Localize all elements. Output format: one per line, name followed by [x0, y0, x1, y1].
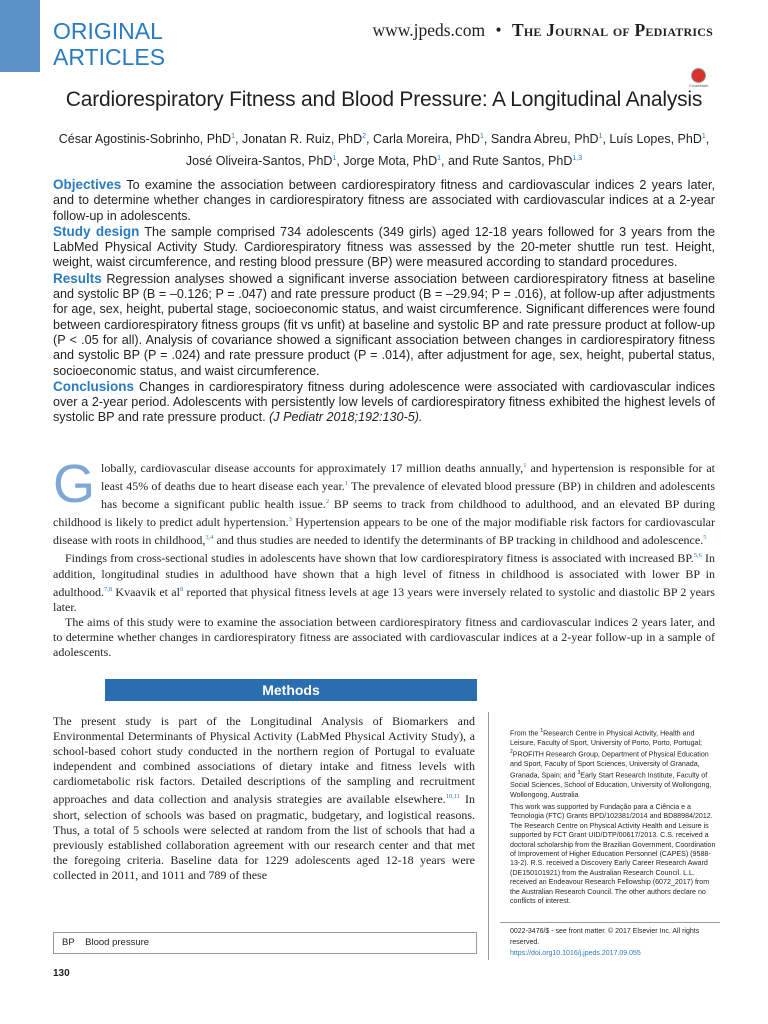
ref-link[interactable]: 1 [344, 480, 349, 488]
journal-name: The Journal of Pediatrics [511, 20, 713, 40]
intro-paragraph: Globally, cardiovascular disease accounts for approximately 17 million deaths annually,$^1$ and hypertension is responsible for at least 45% of deaths due to heart disease each year.$^1$ The prevalence of elevated blood pressure (BP) in children and adolescents has become a significant public health issue.$^2$ BP seems to track from childhood to adulthood, and an elevated BP during childhood is likely to predict adult hypertension.$^3$ Hypertension appears to be one of the major modifiable risk factors for cardiovascular disease with roots in childhood,$^{3,4}$ and thus studies are needed to identify the determinants of BP tracking in childhood and adolescence.$^5$ [53, 454, 715, 548]
column-divider [488, 712, 489, 960]
abbreviations-box [53, 932, 477, 954]
article-title: Cardiorespiratory Fitness and Blood Pressure: A Longitudinal Analysis [65, 88, 703, 111]
citation: (J Pediatr 2018;192:130-5). [269, 410, 423, 425]
section-label-line2: ARTICLES [53, 44, 166, 70]
journal-header [372, 20, 713, 41]
abstract-study-design: Study design The sample comprised 734 adolescents (349 girls) aged 12-18 years followed for 3 years from the LabMed Physical Activity Study. Cardiorespiratory fitness was assessed by the 20-meter shuttle run test. Height, weight, waist circumference, and resting blood pressure (BP) were measured according to standard procedures. [53, 223, 715, 270]
author: Rute Santos, PhD$^{1,3}$ [472, 154, 583, 169]
funding-statement: This work was supported by Fundação para a Ciência e a Tecnologia (FTC) Grants BPD/102381/2014 and BD88984/2012. The Research Centre on Physical Activity Health and Leisure is supported by FCT Grant UID/DTP/00617/2013. C.S. received a doctoral scholarship from the Brazilian Government, Coordination of Improvement of Higher Education Personnel (CAPES) (9588-13-2). R.S. received a Discovery Early Career Research Award (DE150101921) from the Australian Research Council. L.L. received an Endeavour Research Fellowship (6072_2017) from the Australian Research Council. The other authors declare no conflicts of interest. [510, 802, 716, 905]
drop-cap: G [53, 454, 96, 514]
author: José Oliveira-Santos, PhD$^1$, [185, 154, 344, 169]
ref-link[interactable]: 8 [179, 585, 184, 593]
author: Luís Lopes, PhD$^1$, [609, 132, 710, 147]
doi-link[interactable]: https://doi.org10.1016/j.jpeds.2017.09.055 [510, 950, 641, 957]
ref-link[interactable]: 3 [288, 516, 292, 524]
abstract-results: Results Regression analyses showed a significant inverse association between cardiorespiratory fitness at baseline and systolic BP (B = –0.126; P = .047) and rate pressure product (B = –29.94; P = .016), at follow-up after adjustments for age, sex, height, pubertal stage, socioeconomic status, and waist circumference. Significant differences were found between cardiorespiratory fitness groups (fit vs unfit) at baseline and systolic BP and rate pressure product at follow-up (P < .05 for all). Analysis of covariance showed a significant association between changes in cardiorespiratory fitness and systolic BP (P = .024) and rate pressure product (P = .014), after adjustment for age, sex, height, pubertal status, socioeconomic status, and waist circumference. [53, 270, 715, 378]
author: Jonatan R. Ruiz, PhD$^2$, [241, 132, 373, 147]
footnote-divider [500, 922, 720, 923]
introduction [53, 454, 715, 660]
author-list [40, 127, 728, 171]
intro-paragraph: The aims of this study were to examine the association between cardiorespiratory fitness and cardiovascular indices 2 years later, and to determine whether changes in cardiorespiratory fitness are associated with cardiovascular indices at a 2-year follow-up in a sample of adolescents. [53, 614, 715, 660]
abstract-conclusions: Conclusions Changes in cardiorespiratory fitness during adolescence were associated with cardiovascular indices over a 2-year period. Adolescents with persistently low levels of cardiorespiratory fitness exhibited the highest levels of systolic BP and rate pressure product. (J Pediatr 2018;192:130-5). [53, 378, 715, 425]
ref-link[interactable]: 3,4 [205, 534, 214, 542]
methods-heading: Methods [105, 679, 477, 701]
ref-link[interactable]: 2 [325, 498, 330, 506]
header-separator: • [495, 20, 502, 40]
issn-copyright: 0022-3476/$ - see front matter. © 2017 Elsevier Inc. All rights reserved. [510, 928, 700, 946]
affiliation-footnote [510, 727, 720, 909]
methods-paragraph: The present study is part of the Longitudinal Analysis of Biomarkers and Environmental Determinants of Physical Activity (LabMed Physical Activity Study), a school-based cohort study conducted in the northern region of Portugal to evaluate independent and combined associations of dietary intake and fitness levels with cardiometabolic risk factors. Detailed descriptions of the sampling and recruitment approaches and data collection and analysis strategies are available elsewhere.$^{10,11}$ In short, selection of schools was based on pragmatic, budgetary, and logistical reasons. Thus, a total of 5 schools were selected at random from the list of schools that had a previously established collaboration agreement with our research center and that met the foregoing criteria. Baseline data for 1229 adolescents aged 12-18 years were collected in 2011, and 1011 and 789 of these [53, 714, 475, 882]
author: Jorge Mota, PhD$^1$, and [343, 154, 473, 169]
abbreviation-key: BP [62, 937, 75, 948]
page-number: 130 [53, 968, 70, 979]
section-label-line1: ORIGINAL [53, 18, 163, 44]
author: Sandra Abreu, PhD$^1$, [490, 132, 610, 147]
section-label [53, 18, 165, 70]
ref-link[interactable]: 10,11 [445, 793, 461, 801]
intro-paragraph: Findings from cross-sectional studies in adolescents have shown that low cardiorespiratory fitness is associated with increased BP.$^{5,6}$ In addition, longitudinal studies in adulthood have shown that a high level of fitness in childhood is associated with lower BP in adulthood.$^{7,8}$ Kvaavik et $al^8$ reported that physical fitness levels at age 13 years were inversely related to systolic and diastolic BP 2 years later. [53, 551, 715, 614]
ref-link[interactable]: 7,8 [104, 585, 113, 593]
ref-link[interactable]: 1 [523, 462, 527, 469]
section-color-tab [0, 0, 40, 72]
ref-link[interactable]: 5,6 [693, 552, 702, 560]
publication-info [510, 926, 720, 959]
author: Carla Moreira, PhD$^1$, [373, 132, 491, 147]
author: César Agostinis-Sobrinho, PhD$^1$, [58, 132, 242, 147]
ref-link[interactable]: 5 [703, 534, 707, 542]
crossmark-icon[interactable] [691, 68, 706, 83]
affiliations: From the $^1$Research Centre in Physical Activity, Health and Leisure, Faculty of Sport, University of Porto, Porto, Portugal; $^2$PROFITH Research Group, Department of Physical Education and Sport, Faculty of Sport Sciences, University of Granada, Granada, Spain; and $^3$Early Start Research Institute, Faculty of Social Sciences, School of Education, University of Wollongong, Wollongong, Australia [510, 728, 712, 799]
methods-text [53, 714, 475, 883]
abbreviation-value: Blood pressure [85, 937, 150, 948]
journal-website[interactable]: www.jpeds.com [372, 20, 486, 40]
abstract [53, 177, 715, 426]
crossmark-label: CrossMark [689, 83, 709, 88]
abstract-objectives: Objectives To examine the association between cardiorespiratory fitness and cardiovascular indices 2 years later, and to determine whether changes in cardiorespiratory fitness are associated with cardiovascular indices at a 2-year follow-up in adolescents. [53, 177, 715, 223]
